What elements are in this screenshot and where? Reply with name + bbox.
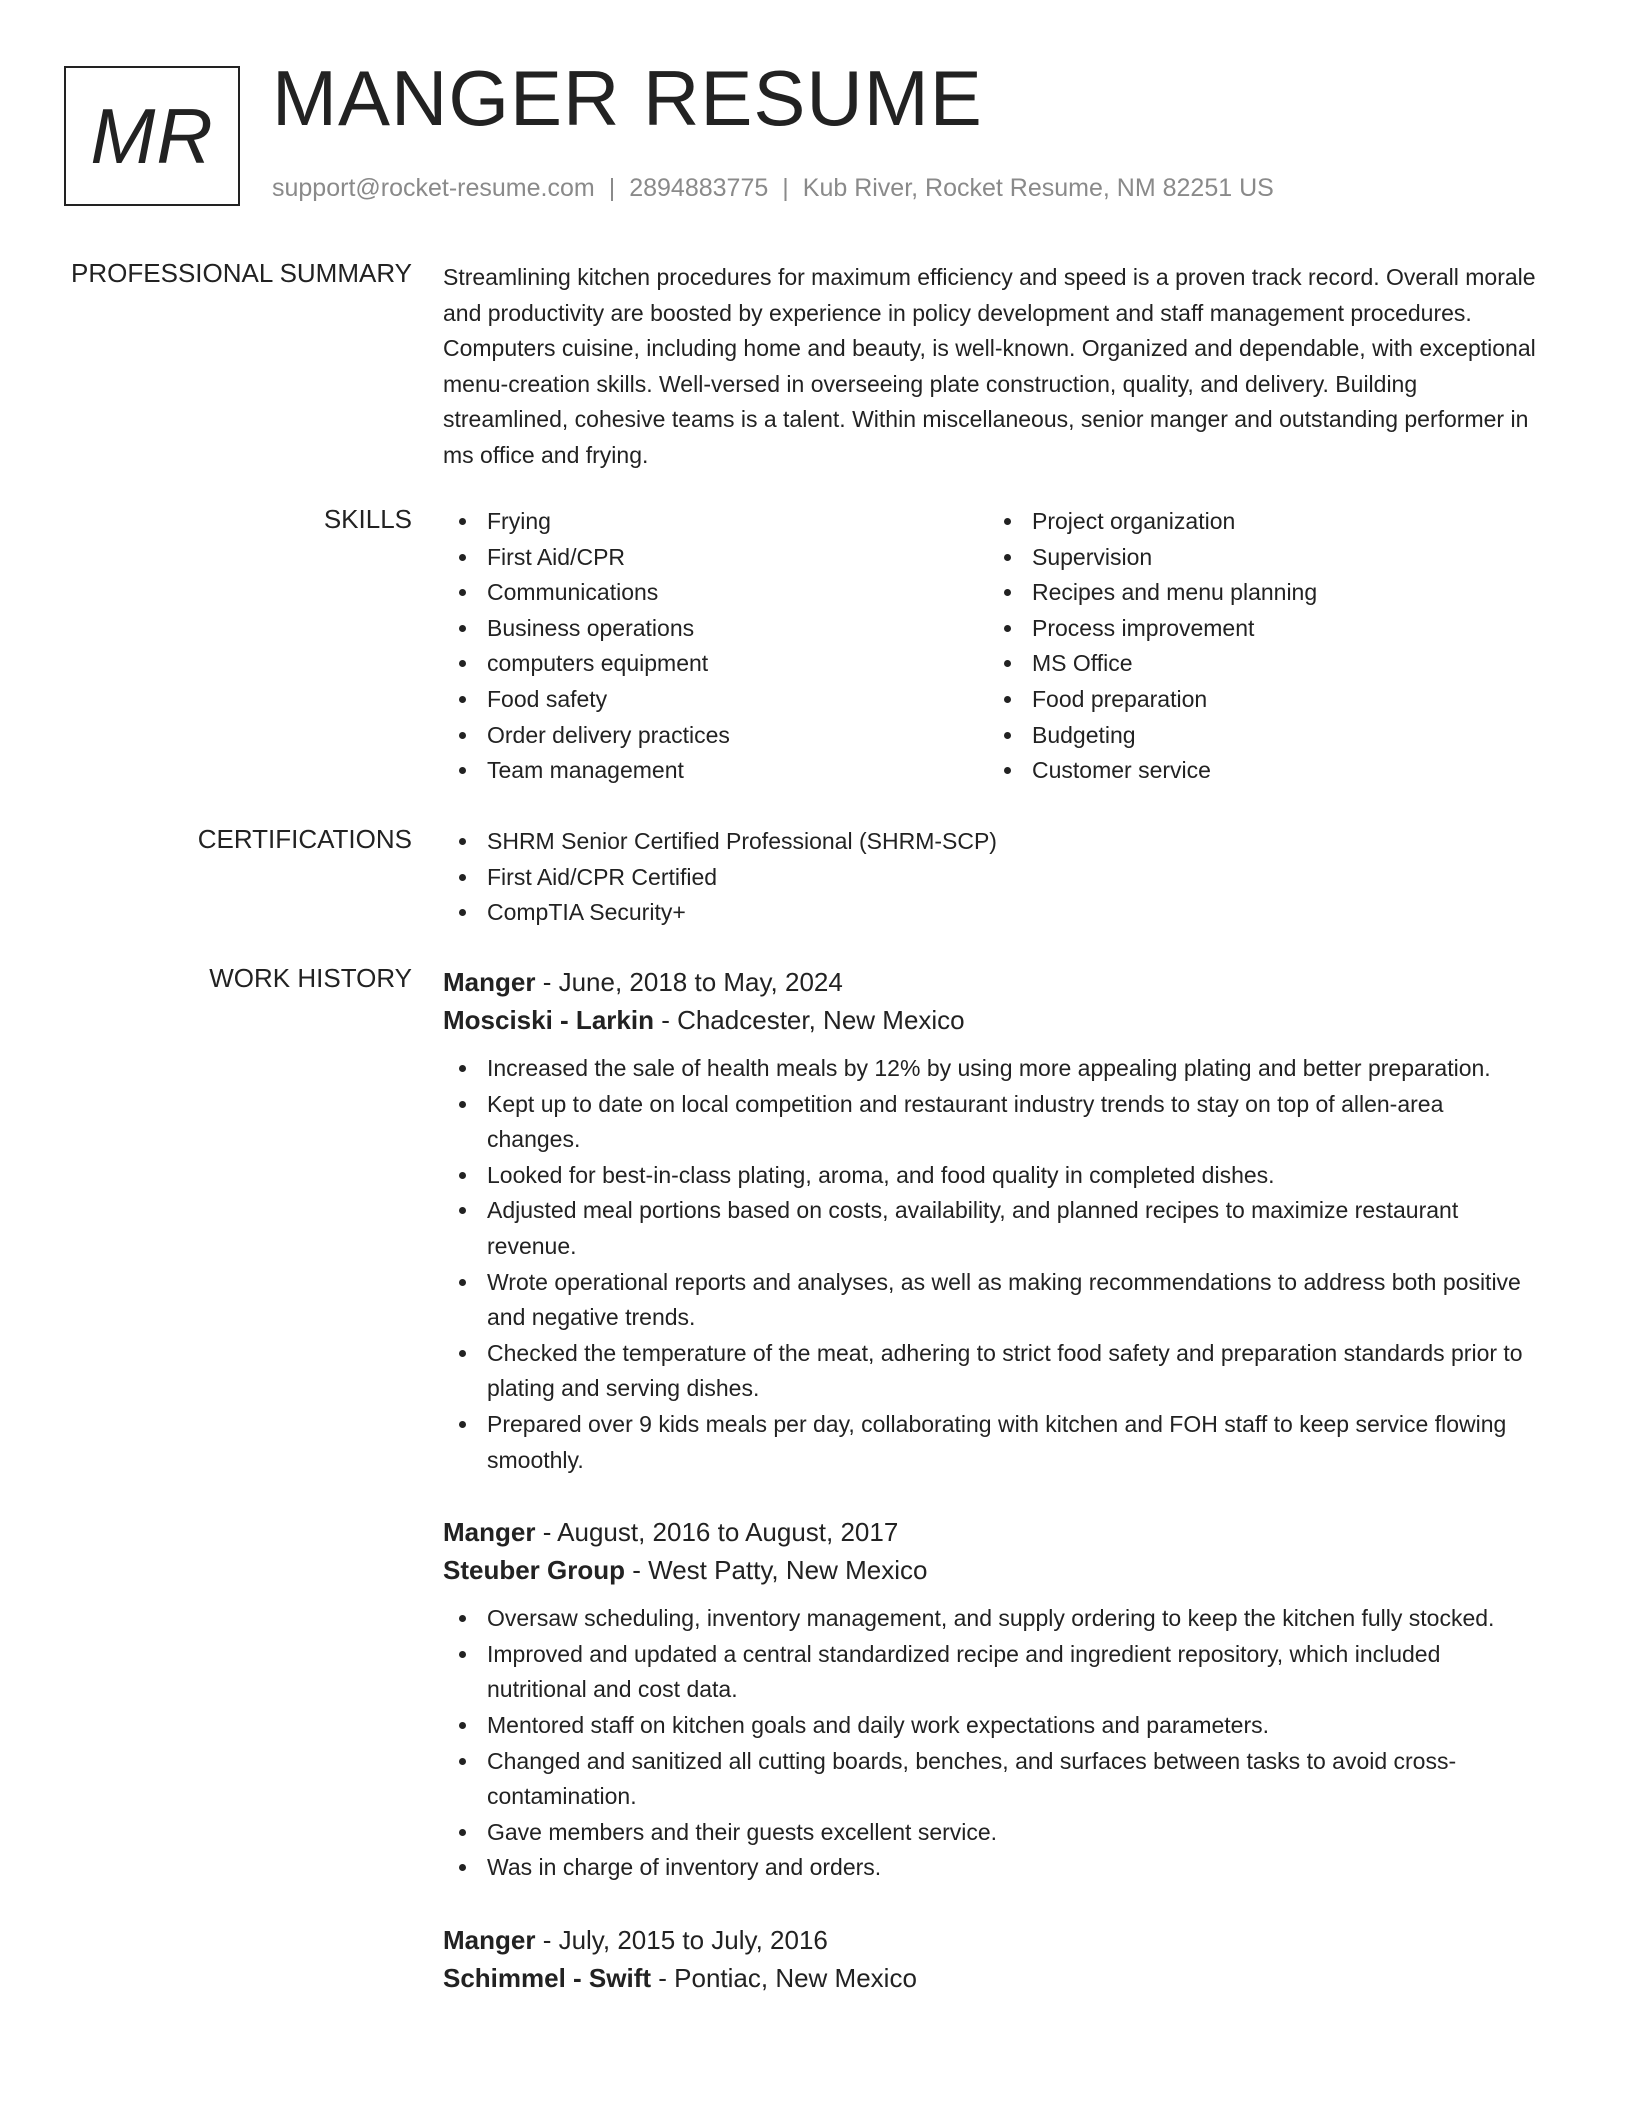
skill-item: First Aid/CPR [443, 540, 988, 576]
section-label-summary: PROFESSIONAL SUMMARY [71, 258, 412, 288]
job-bullet-list [443, 1051, 1538, 1478]
job-company-line [443, 1551, 1538, 1589]
skill-item: Food preparation [988, 682, 1533, 718]
skill-item: Communications [443, 575, 988, 611]
job-bullet: Checked the temperature of the meat, adhering to strict food safety and preparation standards prior to plating and serving dishes. [443, 1336, 1538, 1407]
section-label-certifications: CERTIFICATIONS [197, 824, 412, 854]
job-bullet-list [443, 1601, 1538, 1886]
section-label-work-history: WORK HISTORY [209, 963, 412, 993]
job-title: Manger [443, 1924, 536, 1955]
skill-item: Frying [443, 504, 988, 540]
monogram-badge: MR [64, 66, 240, 206]
skill-item: Food safety [443, 682, 988, 718]
job-bullet: Looked for best-in-class plating, aroma, and food quality in completed dishes. [443, 1158, 1538, 1194]
job-title: Manger [443, 1517, 536, 1548]
job-bullet: Gave members and their guests excellent service. [443, 1815, 1538, 1851]
resume-name: MANGER RESUME [272, 54, 983, 142]
contact-separator: | [608, 174, 616, 202]
skill-item: Process improvement [988, 611, 1533, 647]
skill-item: Recipes and menu planning [988, 575, 1533, 611]
summary-body [443, 258, 1538, 474]
contact-email: support@rocket-resume.com [272, 174, 595, 202]
skills-grid [443, 504, 1538, 789]
skills-right-list [988, 504, 1533, 789]
summary-text: Streamlining kitchen procedures for maximum efficiency and speed is a proven track record. Overall morale and productivity are boosted by experience in policy development and staff management procedures. Computers cuisine, including home and beauty, is well-known. Organized and dependable, with exceptional menu-creation skills. Well-versed in overseeing plate construction, quality, and delivery. Building streamlined, cohesive teams is a talent. Within miscellaneous, senior manger and outstanding performer in ms office and frying. [443, 264, 1536, 468]
skill-item: MS Office [988, 646, 1533, 682]
skill-item: Team management [443, 753, 988, 789]
certifications-body [443, 824, 1538, 931]
job-company: Steuber Group [443, 1555, 626, 1586]
job-entry [443, 1921, 1538, 1997]
job-dates: - June, 2018 to May, 2024 [535, 967, 843, 997]
job-entry [443, 963, 1538, 1478]
job-company-line [443, 1001, 1538, 1039]
skills-body [443, 504, 1538, 789]
job-bullet: Oversaw scheduling, inventory management, and supply ordering to keep the kitchen fully stocked. [443, 1601, 1538, 1637]
contact-separator: | [782, 174, 789, 202]
job-bullet: Wrote operational reports and analyses, as well as making recommendations to address both positive and negative trends. [443, 1265, 1538, 1336]
job-dates: - August, 2016 to August, 2017 [535, 1517, 899, 1548]
skill-item: computers equipment [443, 646, 988, 682]
skills-left-list [443, 504, 988, 789]
job-bullet: Kept up to date on local competition and restaurant industry trends to stay on top of allen-area changes. [443, 1087, 1538, 1158]
job-bullet: Was in charge of inventory and orders. [443, 1850, 1538, 1886]
job-dates: - July, 2015 to July, 2016 [535, 1924, 828, 1955]
job-title: Manger [443, 967, 536, 997]
skill-item: Business operations [443, 611, 988, 647]
job-company: Mosciski - Larkin [443, 1005, 654, 1035]
job-entry [443, 1513, 1538, 1886]
skill-item: Budgeting [988, 718, 1533, 754]
job-location: - West Patty, New Mexico [625, 1555, 928, 1586]
job-bullet: Mentored staff on kitchen goals and daily work expectations and parameters. [443, 1708, 1538, 1744]
job-bullet: Adjusted meal portions based on costs, availability, and planned recipes to maximize restaurant revenue. [443, 1193, 1538, 1264]
skill-item: Order delivery practices [443, 718, 988, 754]
contact-line [272, 174, 1274, 203]
job-location: - Pontiac, New Mexico [651, 1962, 917, 1993]
contact-phone: 2894883775 [629, 174, 769, 202]
job-bullet: Improved and updated a central standardized recipe and ingredient repository, which included nutritional and cost data. [443, 1637, 1538, 1708]
certification-item: SHRM Senior Certified Professional (SHRM-SCP) [443, 824, 1538, 860]
skill-item: Project organization [988, 504, 1533, 540]
work-history-body [443, 963, 1538, 2032]
skill-item: Customer service [988, 753, 1533, 789]
section-label-skills: SKILLS [323, 504, 412, 534]
certification-item: CompTIA Security+ [443, 895, 1538, 931]
certification-item: First Aid/CPR Certified [443, 860, 1538, 896]
job-bullet: Increased the sale of health meals by 12% by using more appealing plating and better preparation. [443, 1051, 1538, 1087]
job-bullet: Prepared over 9 kids meals per day, collaborating with kitchen and FOH staff to keep service flowing smoothly. [443, 1407, 1538, 1478]
job-company: Schimmel - Swift [443, 1962, 652, 1993]
job-location: - Chadcester, New Mexico [653, 1005, 965, 1035]
certifications-list [443, 824, 1538, 931]
contact-address: Kub River, Rocket Resume, NM 82251 US [802, 174, 1274, 202]
job-company-line [443, 1959, 1538, 1997]
job-title-line [443, 963, 1538, 1001]
job-bullet: Changed and sanitized all cutting boards, benches, and surfaces between tasks to avoid cross-contamination. [443, 1744, 1538, 1815]
job-title-line [443, 1921, 1538, 1959]
job-title-line [443, 1513, 1538, 1551]
skill-item: Supervision [988, 540, 1533, 576]
